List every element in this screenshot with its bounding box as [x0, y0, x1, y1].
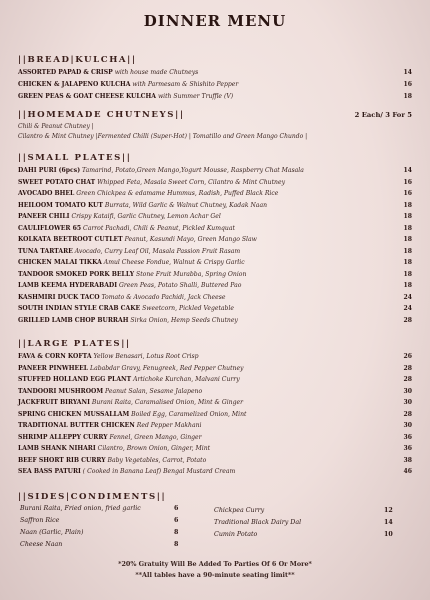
item-desc: with house made Chutneys	[114, 69, 199, 76]
side-price: 6	[174, 505, 179, 512]
item-price: 30	[403, 422, 412, 429]
item-desc: Green Peas, Potato Shalli, Buttered Pao	[119, 282, 242, 289]
item-price: 30	[403, 387, 412, 395]
item-name: TANDOORI MUSHROOM	[18, 387, 104, 395]
side-item	[20, 503, 194, 514]
item-price: 46	[403, 468, 412, 475]
item-name: FAVA & CORN KOFTA	[18, 353, 92, 360]
item-price: 16	[403, 190, 412, 197]
menu-item	[18, 433, 412, 443]
item-name: BEEF SHORT RIB CURRY	[18, 456, 106, 464]
menu-item	[18, 410, 412, 420]
item-name: TRADITIONAL BUTTER CHICKEN	[18, 422, 135, 429]
item-price: 18	[403, 93, 412, 100]
item-desc: Boiled Egg, Caramelized Onion, Mint	[131, 410, 247, 418]
side-item	[20, 515, 194, 526]
side-name: Burani Raita, Fried onion, fried garlic	[20, 505, 141, 512]
item-name: SHRIMP ALLEPPY CURRY	[18, 433, 108, 441]
side-item	[214, 505, 404, 516]
item-name: LAMB SHANK NIHARI	[18, 445, 96, 452]
side-item	[214, 517, 404, 528]
item-price: 16	[403, 178, 412, 186]
side-name: Saffron Rice	[20, 517, 60, 524]
item-price: 18	[403, 201, 412, 209]
menu-item	[18, 304, 412, 314]
menu-item	[18, 467, 412, 477]
item-desc: Carrot Pachadi, Chili & Peanut, Pickled Kumquat	[83, 224, 235, 232]
item-name: AVOCADO BHEL	[18, 190, 75, 197]
item-price: 18	[403, 270, 412, 278]
side-price: 8	[174, 529, 179, 536]
item-desc: Fennel, Green Mango, Ginger	[109, 433, 202, 441]
item-desc: Tamarind, Potato,Green Mango,Yogurt Mousse, Raspberry Chat Masala	[82, 167, 304, 174]
item-desc: Peanut Salan, Sesame Jalapeno	[105, 387, 203, 395]
item-desc: ( Cooked in Banana Leaf) Bengal Mustard Cream	[82, 468, 236, 475]
item-name: SWEET POTATO CHAT	[18, 178, 96, 186]
chutney-price: 2 Each/ 3 For 5	[354, 111, 412, 119]
item-name: CHICKEN & JALAPENO KULCHA	[18, 81, 131, 88]
item-desc: Avocado, Curry Leaf Oil, Masala Passion Fruit Rasam	[74, 247, 241, 255]
item-price: 30	[403, 399, 412, 406]
item-name: HEILOOM TOMATO KUT	[18, 201, 103, 209]
item-name: GRILLED LAMB CHOP BURRAH	[18, 316, 129, 324]
section-heading-small-plates: ||SMALL PLATES||	[18, 153, 132, 163]
item-price: 18	[403, 247, 412, 255]
menu-item	[18, 189, 412, 199]
item-desc: Artichoke Kurchan, Malvani Curry	[133, 376, 240, 383]
item-price: 38	[403, 456, 412, 464]
item-desc: Burani Raita, Caramalised Onion, Mint & Ginger	[91, 399, 244, 406]
menu-item	[18, 316, 412, 326]
item-price: 24	[403, 305, 412, 312]
side-name: Naan (Garlic, Plain)	[20, 529, 84, 536]
item-desc: Whipped Feta, Masala Sweet Corn, Cilantro & Mint Chutney	[97, 178, 286, 186]
menu-item	[18, 421, 412, 431]
item-desc: Sirka Onion, Hemp Seeds Chutney	[130, 316, 238, 324]
menu-item	[18, 364, 412, 374]
item-name: SEA BASS PATURI	[18, 468, 81, 475]
item-price: 14	[403, 167, 412, 174]
side-name: Cheese Naan	[20, 541, 63, 548]
item-price: 18	[403, 259, 412, 266]
item-name: GREEN PEAS & GOAT CHEESE KULCHA	[18, 93, 156, 100]
item-desc: Peanut, Kasundi Mayo, Green Mango Slaw	[124, 236, 257, 243]
menu-item	[18, 247, 412, 257]
item-name: STUFFED HOLLAND EGG PLANT	[18, 376, 132, 383]
menu-item	[18, 387, 412, 397]
item-desc: Lababdar Gravy, Fenugreek, Red Pepper Chutney	[90, 364, 244, 372]
item-desc: with Parmesam & Shishito Pepper	[132, 81, 239, 88]
item-price: 28	[403, 316, 412, 324]
item-name: PANEER PINWHEEL	[18, 364, 89, 372]
item-price: 28	[403, 376, 412, 383]
section-heading-sides: ||SIDES|CONDIMENTS||	[18, 492, 167, 502]
side-price: 8	[174, 541, 179, 548]
item-price: 28	[403, 364, 412, 372]
item-name: SPRING CHICKEN MUSSALLAM	[18, 410, 130, 418]
menu-item	[18, 456, 412, 466]
side-price: 10	[384, 531, 393, 538]
item-price: 18	[403, 282, 412, 289]
item-desc: with Summer Truffle (V)	[157, 93, 234, 100]
item-desc: Red Pepper Makhani	[136, 422, 202, 429]
menu-item	[18, 375, 412, 385]
menu-item	[18, 68, 412, 78]
item-price: 14	[403, 69, 412, 76]
menu-item	[18, 398, 412, 408]
menu-item	[18, 293, 412, 303]
menu-item	[18, 352, 412, 362]
side-item	[20, 539, 194, 550]
item-name: TUNA TARTARE	[18, 247, 73, 255]
menu-item	[18, 281, 412, 291]
menu-item	[18, 201, 412, 211]
chutney-line-1: Chili & Peanut Chutney |	[18, 123, 94, 130]
item-desc: Tomato & Avocado Pachidi, Jack Cheese	[101, 293, 226, 301]
menu-item	[18, 92, 412, 102]
menu-item	[18, 166, 412, 176]
menu-item	[18, 270, 412, 280]
item-desc: Crispy Kataifi, Garlic Chutney, Lemon Achar Gel	[71, 213, 221, 220]
side-price: 12	[384, 507, 393, 514]
section-heading-large-plates: ||LARGE PLATES||	[18, 339, 131, 349]
section-heading-bread: ||BREAD|KULCHA||	[18, 55, 137, 65]
section-heading-chutneys: ||HOMEMADE CHUTNEYS||	[18, 110, 185, 120]
side-name: Chickpea Curry	[214, 507, 265, 514]
side-price: 6	[174, 517, 179, 524]
menu-item	[18, 235, 412, 245]
item-price: 28	[403, 410, 412, 418]
item-name: TANDOOR SMOKED PORK BELLY	[18, 270, 135, 278]
gratuity-note: *20% Gratuity Will Be Added To Parties Of 6 Or More*	[118, 560, 312, 568]
side-name: Cumin Potato	[214, 531, 258, 538]
side-item	[214, 529, 404, 540]
item-desc: Sweetcorn, Pickled Vegetable	[142, 305, 235, 312]
item-name: LAMB KEEMA HYDERABADI	[18, 282, 118, 289]
menu-item	[18, 178, 412, 188]
item-desc: Cilantro, Brown Onion, Ginger, Mint	[97, 445, 211, 452]
item-price: 18	[403, 213, 412, 220]
item-desc: Burrata, Wild Garlic & Walnut Chutney, Kadak Naan	[104, 201, 267, 209]
item-desc: Amul Cheese Fondue, Walnut & Crispy Garlic	[103, 259, 245, 266]
menu-item	[18, 258, 412, 268]
item-name: DAHI PURI (6pcs)	[18, 167, 81, 174]
item-name: JACKFRUIT BIRYANI	[18, 399, 90, 406]
item-price: 18	[403, 224, 412, 232]
item-price: 18	[403, 236, 412, 243]
item-name: CAULIFLOWER 65	[18, 224, 82, 232]
menu-item	[18, 224, 412, 234]
item-desc: Green Chickpea & edamame Hummus, Radish, Puffed Black Rice	[76, 190, 279, 197]
item-price: 26	[403, 353, 412, 360]
item-price: 16	[403, 81, 412, 88]
item-desc: Stone Fruit Murabba, Spring Onion	[136, 270, 247, 278]
side-item	[20, 527, 194, 538]
chutney-line-2: Cilantro & Mint Chutney |Fermented Chilli (Super-Hot) | Tomatillo and Green Mango Chundo |	[18, 133, 308, 140]
item-name: CHICKEN MALAI TIKKA	[18, 259, 102, 266]
item-name: SOUTH INDIAN STYLE CRAB CAKE	[18, 305, 141, 312]
seating-limit-note: **All tables have a 90-minute seating limit**	[135, 571, 295, 579]
item-price: 36	[403, 433, 412, 441]
item-name: PANEER CHILI	[18, 213, 70, 220]
side-price: 14	[384, 519, 393, 526]
item-name: ASSORTED PAPAD & CRISP	[18, 69, 113, 76]
item-name: KOLKATA BEETROOT CUTLET	[18, 236, 123, 243]
menu-item	[18, 212, 412, 222]
item-name: KASHMIRI DUCK TACO	[18, 293, 100, 301]
item-desc: Baby Vegetables, Carrot, Potato	[107, 456, 207, 464]
menu-title: DINNER MENU	[143, 12, 287, 30]
side-name: Traditional Black Dairy Dal	[214, 519, 302, 526]
item-price: 24	[403, 293, 412, 301]
menu-item	[18, 80, 412, 90]
item-desc: Yellow Benasari, Lotus Root Crisp	[93, 353, 199, 360]
menu-item	[18, 444, 412, 454]
item-price: 36	[403, 445, 412, 452]
